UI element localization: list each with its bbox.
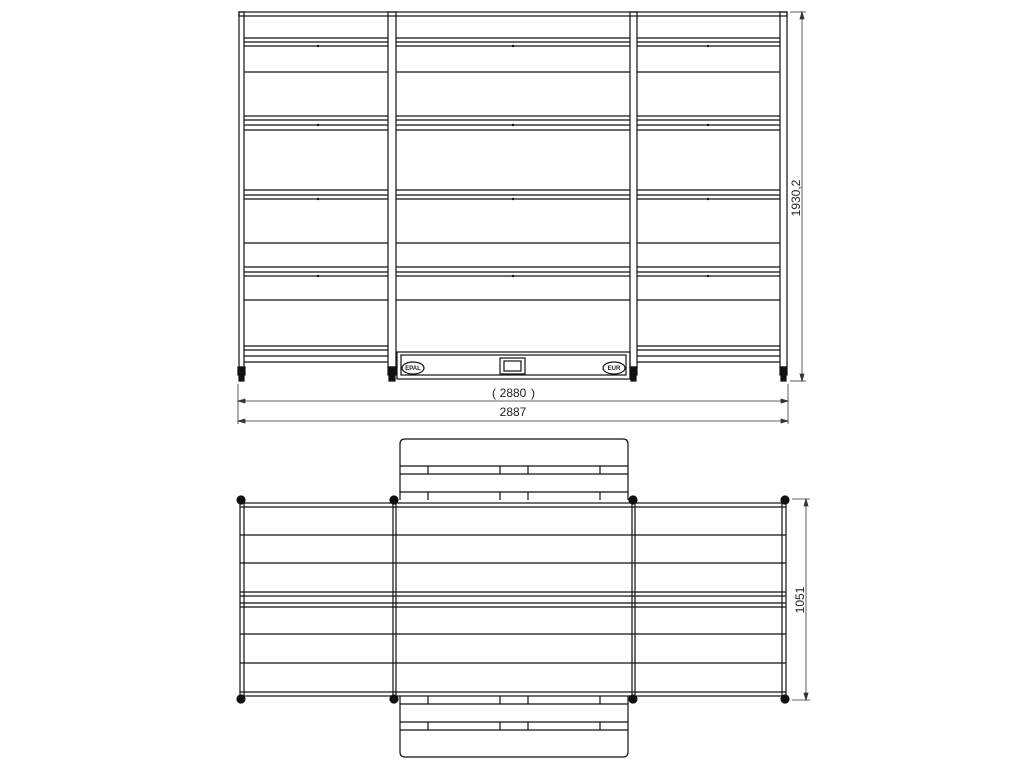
- dim-open-paren: (: [492, 386, 496, 400]
- front-pallet: [397, 352, 630, 379]
- dim-height: 1930,2: [789, 179, 803, 217]
- top-pallet-front: [400, 696, 628, 757]
- dim-depth: 1051: [793, 586, 807, 614]
- top-frame: [240, 503, 786, 696]
- dim-close-paren: ): [531, 386, 535, 400]
- shelf-beams: [244, 38, 780, 362]
- front-view: [238, 12, 787, 381]
- top-pallet-back: [400, 439, 628, 500]
- bolt-dots: [317, 45, 709, 277]
- eur-mark: EUR: [607, 366, 621, 372]
- top-rail: [239, 12, 787, 16]
- dim-overall-width: 2887: [499, 405, 527, 419]
- epal-mark: EPAL: [405, 366, 421, 372]
- top-view: [237, 439, 789, 757]
- dim-inner-width: 2880: [499, 386, 527, 400]
